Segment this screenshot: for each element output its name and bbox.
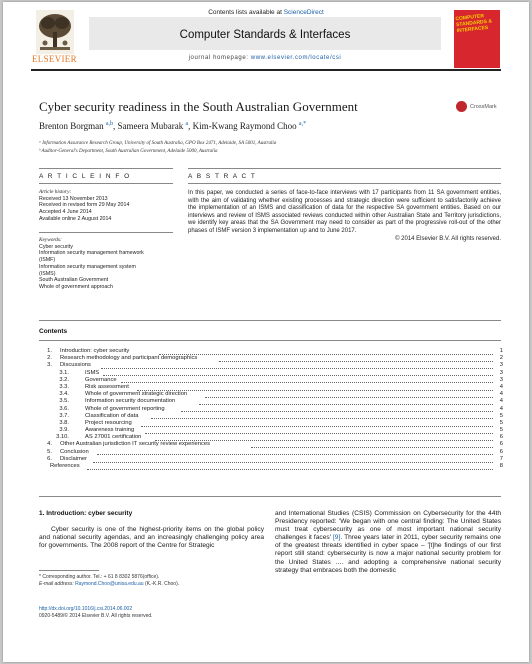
- paragraph: and International Studies (CSIS) Commission on Cybersecurity for the 44th Presidency reported: 'We began with one central finding: The United States must treat cybersecurity as one of most important national security challenges it faces': [275, 510, 501, 542]
- rule: [39, 320, 501, 321]
- toc-entry[interactable]: 3.7. Classification of data 5: [59, 412, 503, 419]
- author-affiliation-marker[interactable]: a,*: [298, 121, 307, 127]
- author-list: Brenton Borgman $^{a,b}$, Sameera Mubarak $^a$, Kim-Kwang Raymond Choo $^{a,*}$: [39, 121, 307, 131]
- toc-entry[interactable]: 5. Conclusion 6: [47, 448, 503, 455]
- corresponding-author: * Corresponding author. Tel.: + 61 8 8302 5876(office).: [39, 574, 160, 580]
- paragraph: . Three years later in 2011, cyber security remains one of the greatest threats identified in cyber space – '[t]he findings of our first report still stand: cybersecurity is now a major national security problem for the United States …. and adopting a comprehensive national security strategy that embraces both the domestic: [275, 534, 501, 574]
- journal-title: Computer Standards & Interfaces: [179, 29, 351, 41]
- toc-entry[interactable]: 3.4. Whole of government strategic direction 4: [59, 391, 503, 398]
- crossmark-label[interactable]: CrossMark: [470, 104, 497, 110]
- toc-entry[interactable]: References 8: [50, 463, 503, 469]
- elsevier-tree-logo: [36, 10, 74, 54]
- paragraph: Cyber security is one of the highest-priority items on the global policy and national security agendas, and an increasingly challenging policy area for governments. The 2008 report of the Centre for Strategic: [39, 526, 264, 550]
- author-affiliation-marker[interactable]: a,b: [105, 121, 113, 127]
- rule: [188, 168, 501, 169]
- keywords: [39, 237, 144, 291]
- keywords-label: Keywords:: [39, 237, 62, 243]
- keyword: South Australian Government: [39, 277, 109, 284]
- keyword: (ISMF): [39, 257, 56, 264]
- homepage-link[interactable]: www.elsevier.com/locate/csi: [250, 55, 342, 61]
- affiliation: ᵃ Information Assurance Research Group, University of South Australia, GPO Box 2471, Adelaide, SA 5001, Australia: [39, 141, 277, 146]
- contents-availability: Contents lists available at ScienceDirect: [208, 9, 324, 16]
- email-link[interactable]: Raymond.Choo@unisa.edu.au: [75, 580, 144, 587]
- abstract-heading: A B S T R A C T: [188, 173, 257, 180]
- toc-entry[interactable]: 3.10. AS 27001 certification 6: [56, 434, 503, 441]
- keyword: Information security management framework: [39, 250, 144, 257]
- crossmark-icon[interactable]: [456, 101, 467, 112]
- article-history: [39, 189, 129, 223]
- rule: [39, 496, 501, 497]
- citation-link[interactable]: [9]: [332, 534, 341, 542]
- table-of-contents: [39, 348, 503, 470]
- rule: [188, 183, 501, 184]
- keyword: (ISMS): [39, 270, 56, 277]
- author-name[interactable]: Kim-Kwang Raymond Choo: [192, 121, 297, 131]
- toc-entry[interactable]: 6. Disclaimer 7: [47, 455, 503, 462]
- toc-entry[interactable]: 4. Other Australian jurisdiction IT security review experiences 6: [47, 441, 503, 448]
- doi-block: [39, 606, 153, 620]
- history-entry: Received 13 November 2013: [39, 195, 108, 202]
- email-label: E-mail address:: [39, 580, 76, 587]
- toc-entry[interactable]: 1. Introduction: cyber security 1: [47, 348, 503, 354]
- issn-copyright: 0920-5489/© 2014 Elsevier B.V. All rights reserved.: [39, 613, 153, 619]
- rule: [39, 340, 501, 341]
- section-heading: 1. Introduction: cyber security: [39, 510, 133, 517]
- toc-entry[interactable]: 3. Discussions 3: [47, 362, 503, 369]
- journal-homepage: journal homepage: www.elsevier.com/locate/csi: [188, 55, 342, 61]
- abstract-copyright: © 2014 Elsevier B.V. All rights reserved.: [395, 235, 501, 242]
- footnote-rule: [39, 570, 99, 571]
- rule: [39, 183, 173, 184]
- history-entry: Accepted 4 June 2014: [39, 209, 92, 216]
- toc-entry[interactable]: 3.3. Risk assessment 4: [59, 383, 503, 390]
- doi-link[interactable]: http://dx.doi.org/10.1016/j.csi.2014.06.002: [39, 606, 133, 612]
- author-name[interactable]: Sameera Mubarak: [117, 121, 184, 131]
- rule: [39, 168, 173, 169]
- left-column-text: [39, 526, 264, 550]
- history-label: Article history:: [39, 189, 72, 195]
- cover-title: COMPUTER STANDARDS & INTERFACES: [455, 13, 493, 35]
- affiliation: ᵇ Auditor-General's Department, South Australian Government, Adelaide 5000, Australia: [39, 149, 218, 154]
- rule: [39, 232, 173, 233]
- sciencedirect-link[interactable]: ScienceDirect: [283, 9, 324, 16]
- contents-heading: Contents: [39, 328, 68, 335]
- toc-entry[interactable]: 3.6. Whole of government reporting 4: [59, 405, 503, 412]
- toc-entry[interactable]: 3.5. Information security documentation 4: [59, 398, 503, 405]
- keyword: Cyber security: [39, 243, 73, 250]
- history-entry: Received in revised form 29 May 2014: [39, 202, 130, 209]
- toc-entry[interactable]: 3.8. Project resourcing 5: [59, 419, 503, 426]
- article-title: Cyber security readiness in the South Australian Government: [39, 99, 358, 114]
- keyword: Information security management system: [39, 263, 136, 270]
- right-column-text: [275, 510, 501, 575]
- toc-entry[interactable]: 3.9. Awareness training 5: [59, 427, 503, 434]
- abstract-body: In this paper, we conducted a series of face-to-face interviews with 17 participants from 11 SA government entities, with the aim of validating whether existing processes and strategic direction were sufficient to satisfactorily achieve the implementation of an ISMS and classification of data for the respective SA government entities. Based on our interviews and review of ISMS associated reviews conducted within other Australian State and Territory jurisdictions, we identify key areas that the SA Government may need to consider as part of the progressive roll-out of the other phases of ISMF version 3 implementation up and to June 2017.: [188, 190, 501, 234]
- article-info-heading: A R T I C L E I N F O: [39, 173, 131, 180]
- abstract-text: [188, 190, 501, 243]
- toc-entry[interactable]: 2. Research methodology and participant demographics 2: [47, 355, 503, 362]
- history-entry: Available online 2 August 2014: [39, 215, 112, 222]
- header-rule: [31, 69, 501, 71]
- article-page: [3, 2, 529, 662]
- journal-cover-thumbnail: [454, 10, 500, 68]
- toc-entry[interactable]: 3.1. ISMS 3: [59, 369, 503, 376]
- keyword: Whole of government approach: [39, 283, 113, 290]
- author-affiliation-marker[interactable]: a: [185, 121, 189, 127]
- publisher-name: ELSEVIER: [32, 54, 77, 64]
- footnote: * Corresponding author. Tel.: + 61 8 8302 5876(office). E-mail address: Raymond.Choo@unisa.edu.au (K.-K.R. Choo).: [39, 574, 180, 587]
- author-name[interactable]: Brenton Borgman: [39, 121, 104, 131]
- toc-entry[interactable]: 3.2. Governance 3: [59, 376, 503, 383]
